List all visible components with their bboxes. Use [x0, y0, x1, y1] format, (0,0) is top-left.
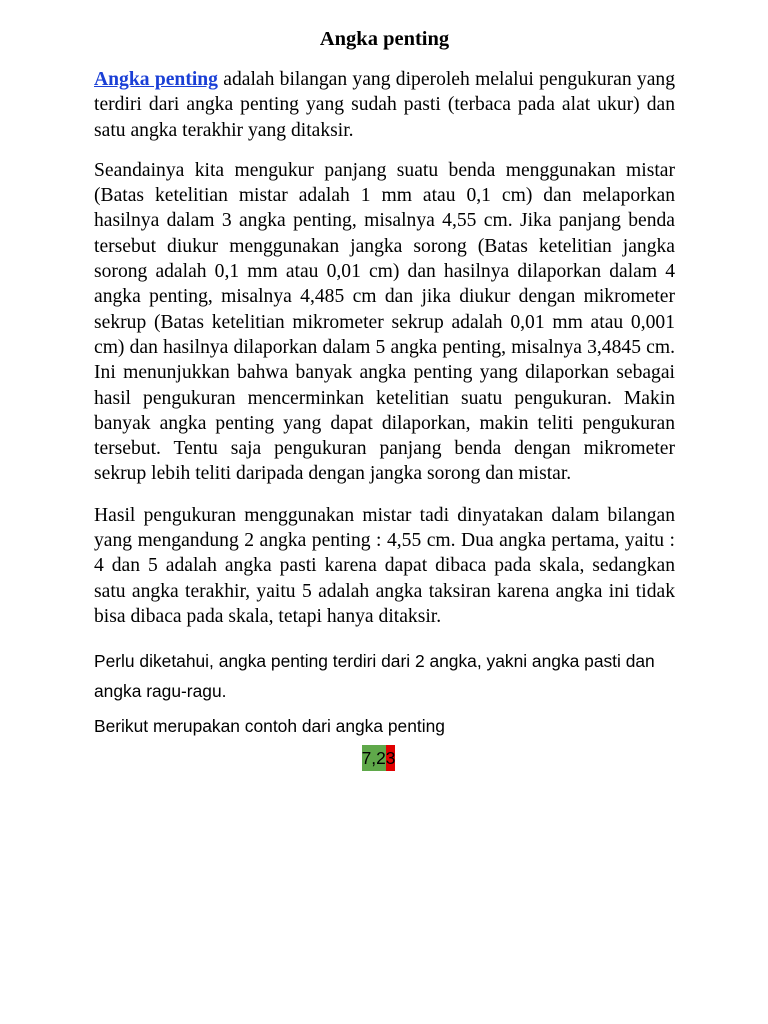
- document-body: [94, 0, 675, 771]
- certain-digits: 7,2: [362, 745, 386, 771]
- definition-text: adalah bilangan yang diperoleh melalui pengukuran yang terdiri dari angka penting yang sudah pasti (terbaca pada alat ukur) dan satu angka terakhir yang ditaksir.: [94, 69, 676, 141]
- result-paragraph: Hasil pengukuran menggunakan mistar tadi dinyatakan dalam bilangan yang mengandung 2 angka penting : 4,55 cm. Dua angka pertama, yaitu : 4 dan 5 adalah angka pasti karena dapat dibaca pada skala, sedangkan satu angka terakhir, yaitu 5 adalah angka taksiran karena angka ini tidak bisa dibaca pada skala, tetapi hanya ditaksir.: [94, 504, 675, 627]
- angka-penting-link[interactable]: Angka penting: [94, 69, 218, 90]
- document-title: Angka penting: [319, 28, 450, 50]
- definition-paragraph: [94, 67, 675, 143]
- example-number: [82, 745, 675, 771]
- measurement-paragraph: Seandainya kita mengukur panjang suatu benda menggunakan mistar (Batas ketelitian mistar adalah 1 mm atau 0,1 cm) dan melaporkan hasilnya dalam 3 angka penting, misalnya 4,55 cm. Jika panjang benda tersebut diukur menggunakan jangka sorong (Batas ketelitian jangka sorong adalah 0,1 mm atau 0,01 cm) dan hasilnya dilaporkan dalam 4 angka penting, misalnya 4,485 cm dan jika diukur dengan mikrometer sekrup (Batas ketelitian mikrometer sekrup adalah 0,01 mm atau 0,001 cm) dan hasilnya dilaporkan dalam 5 angka penting, misalnya 3,4845 cm. Ini menunjukkan bahwa banyak angka penting yang dilaporkan sebagai hasil pengukuran mencerminkan ketelitian suatu pengukuran. Makin banyak angka penting yang dapat dilaporkan, makin teliti pengukuran tersebut. Tentu saja pengukuran panjang benda dengan mikrometer sekrup lebih teliti daripada dengan jangka sorong dan mistar.: [94, 159, 675, 485]
- example-intro: Berikut merupakan contoh dari angka penting: [94, 716, 445, 737]
- doubtful-digit: 3: [386, 745, 396, 771]
- note-paragraph: Perlu diketahui, angka penting terdiri dari 2 angka, yakni angka pasti dan angka ragu-ragu.: [94, 651, 655, 702]
